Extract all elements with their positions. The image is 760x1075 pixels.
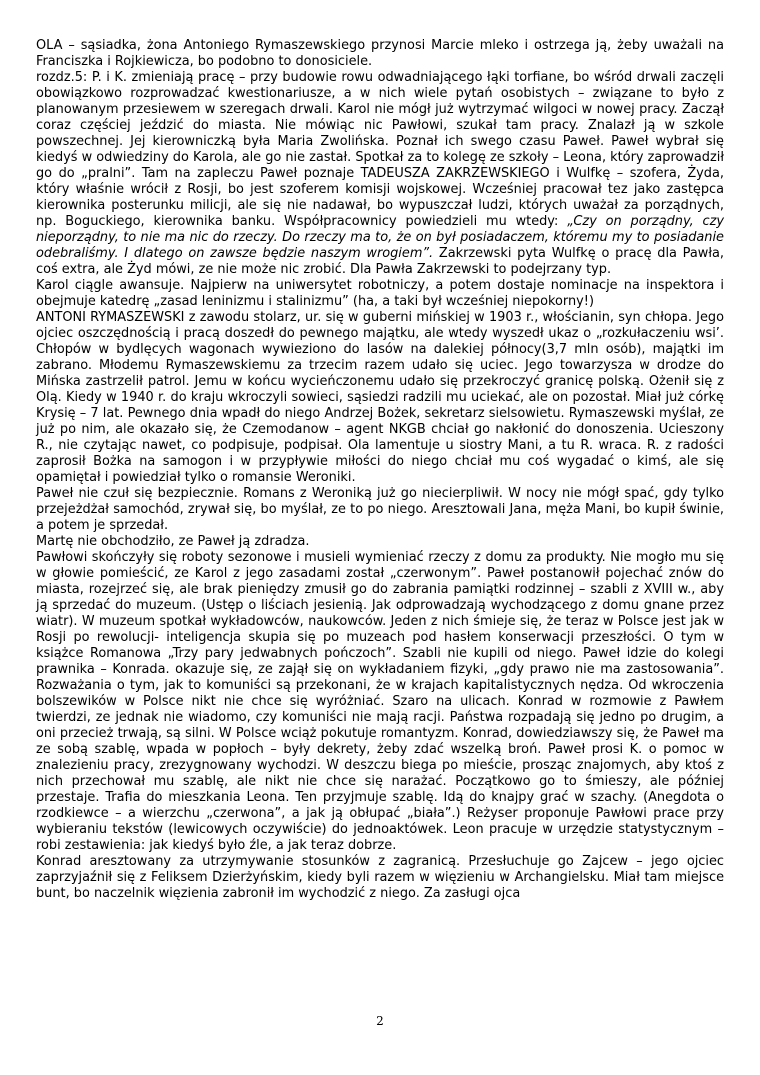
quote-italic: „Czy on porządny, czy nieporządny, to nie ma nic do rzeczy. Do rzeczy ma to, że on był posiadaczem, któremu my to posiadanie odebraliśmy. I dlatego on zawsze będzie naszym wrogiem”. bbox=[36, 214, 724, 261]
page-number: 2 bbox=[376, 1014, 384, 1028]
paragraph-rozdz5-text: rozdz.5: P. i K. zmieniają pracę – przy budowie rowu odwadniającego łąki torfiane, bo wśród drwali zaczęli obowiązkowo rozprowadzać kwestionariusze, a w nich wiele pytań osobistych – związane to było z planowanym przesiewem w szeregach drwali. Karol nie mógł już wytrzymać wilgoci w nowej pracy. Zaczął coraz częściej jeździć do miasta. Nie mówiąc nic Pawłowi, szukał tam pracy. Znalazł ją w szkole powszechnej. Jej kierowniczką była Maria Zwolińska. Poznał ich swego czasu Paweł. Paweł wybrał się kiedyś w odwiedziny do Karola, ale go nie zastał. Spotkał za to kolegę ze szkoły – Leona, który zaprowadził go do „pralni”. Tam na zapleczu Paweł poznaje TADEUSZA ZAKRZEWSKIEGO i Wulfkę – szofera, Żyda, który właśnie wrócił z Rosji, bo jest szoferem komisji wojskowej. Wcześniej pracował tez jako zastępca kierownika posterunku milicji, ale się nie nadawał, bo wypuszczał ludzi, których uważał za porządnych, np. Boguckiego, kierownika banku. Współpracownicy powiedzieli mu wtedy: bbox=[36, 70, 724, 229]
body-text bbox=[36, 38, 724, 902]
paragraph-karol: Karol ciągle awansuje. Najpierw na uniwersytet robotniczy, a potem dostaje nominacje na inspektora i obejmuje katedrę „zasad leninizmu i stalinizmu” (ha, a taki był wcześniej niepokorny!) bbox=[36, 278, 724, 309]
paragraph-antoni: ANTONI RYMASZEWSKI z zawodu stolarz, ur. się w guberni mińskiej w 1903 r., włościanin, syn chłopa. Jego ojciec oszczędnością i pracą doszedł do pewnego majątku, ale wtedy wyszedł ukaz o „rozkułaczeniu wsi’. Chłopów w bydlęcych wagonach wywieziono do lasów na dalekiej północy(3,7 mln osób), majątki im zabrano. Młodemu Rymaszewskiemu za trzecim razem udało się uciec. Jego towarzysza w drodze do Mińska zastrzelił patrol. Jemu w końcu wycieńczonemu udało się przekroczyć granicę polską. Ożenił się z Olą. Kiedy w 1940 r. do kraju wkroczyli sowieci, sąsiedzi radzili mu uciekać, ale on pozostał. Miał już córkę Krysię – 7 lat. Pewnego dnia wpadł do niego Andrzej Bożek, sekretarz sielsowietu. Rymaszewski myślał, ze już po nim, ale okazało się, że Czemodanow – agent NKGB chciał go nakłonić do donoszenia. Ucieszony R., nie czytając nawet, co podpisuje, podpisał. Ola lamentuje u siostry Mani, a tu R. wraca. R. z radości zaprosił Bożka na samogon i w przypływie miłości do niego chciał mu coś wygadać o kimś, ale się opamiętał i powiedział tylko o romansie Weroniki. bbox=[36, 310, 724, 485]
paragraph-konrad: Konrad aresztowany za utrzymywanie stosunków z zagranicą. Przesłuchuje go Zajcew – jego ojciec zaprzyjaźnił się z Feliksem Dzierżyńskim, kiedy byli razem w więzieniu w Archangielsku. Miał tam miejsce bunt, bo naczelnik więzienia zabronił im wychodzić z niego. Za zasługi ojca bbox=[36, 854, 724, 901]
paragraph-szabla: Pawłowi skończyły się roboty sezonowe i musieli wymieniać rzeczy z domu za produkty. Nie mogło mu się w głowie pomieścić, ze Karol z jego zasadami został „czerwonym”. Paweł postanowił pojechać znów do miasta, rozejrzeć się, ale brak pieniędzy zmusił go do zabrania pamiątki rodzinnej – szabli z XVIII w., aby ją sprzedać do muzeum. (Ustęp o liściach jesienią. Jak odprowadzają wychodzącego z domu gnane przez wiatr). W muzeum spotkał wykładowców, naukowców. Jeden z nich śmieje się, że teraz w Polsce jest jak w Rosji po rewolucji- inteligencja skupia się po muzeach pod hasłem konserwacji przeszłości. O tym w książce Romanowa „Trzy pary jedwabnych pończoch”. Szabli nie kupili od niego. Paweł idzie do kolegi prawnika – Konrada. okazuje się, ze zajął się on wykładaniem fizyki, „gdy prawo nie ma zastosowania”. Rozważania o tym, jak to komuniści są przekonani, że w krajach kapitalistycznych nędza. Od wkroczenia bolszewików w Polsce nikt nie chce się wyróżniać. Szaro na ulicach. Konrad w rozmowie z Pawłem twierdzi, ze jednak nie wiadomo, czy komuniści nie mają racji. Państwa rozpadają się jedno po drugim, a oni przecież trwają, są silni. W Polsce wciąż pokutuje romantyzm. Konrad, dowiedziawszy się, że Paweł ma ze sobą szablę, wpada w popłoch – były dekrety, żeby zdać wszelką broń. Paweł prosi K. o pomoc w znalezieniu pracy, zrezygnowany wychodzi. W deszczu biega po mieście, prosząc znajomych, aby ktoś z nich przechował mu szablę, ale nikt nie chce się narażać. Początkowo go to śmieszy, ale później przestaje. Trafia do mieszkania Leona. Ten przyjmuje szablę. Idą do knajpy grać w szachy. (Anegdota o rzodkiewce – a wierzchu „czerwona”, a jak ją obłupać „biała”.) Reżyser proponuje Pawłowi prace przy wybieraniu tekstów (lewicowych oczywiście) do jednoaktówek. Leon pracuje w urzędzie statystycznym – robi zestawienia: jak kiedyś było źle, a jak teraz dobrze. bbox=[36, 550, 724, 853]
paragraph-ola: OLA – sąsiadka, żona Antoniego Rymaszewskiego przynosi Marcie mleko i ostrzega ją, żeby uważali na Franciszka i Rojkiewicza, bo podobno to donosiciele. bbox=[36, 38, 724, 69]
paragraph-pawel-weronika: Paweł nie czuł się bezpiecznie. Romans z Weroniką już go niecierpliwił. W nocy nie mógł spać, gdy tylko przejeżdżał samochód, zrywał się, bo myślał, ze to po niego. Aresztowali Jana, męża Mani, bo kupił świnie, a potem je sprzedał. bbox=[36, 486, 724, 533]
paragraph-rozdz5 bbox=[36, 70, 724, 278]
paragraph-marta: Martę nie obchodziło, ze Paweł ją zdradza. bbox=[36, 534, 310, 549]
paragraph-rozdz5-tail: Zakrzewski pyta Wulfkę o pracę dla Pawła, coś extra, ale Żyd mówi, ze nie może nic zrobić. Dla Pawła Zakrzewski to podejrzany typ. bbox=[36, 246, 724, 277]
